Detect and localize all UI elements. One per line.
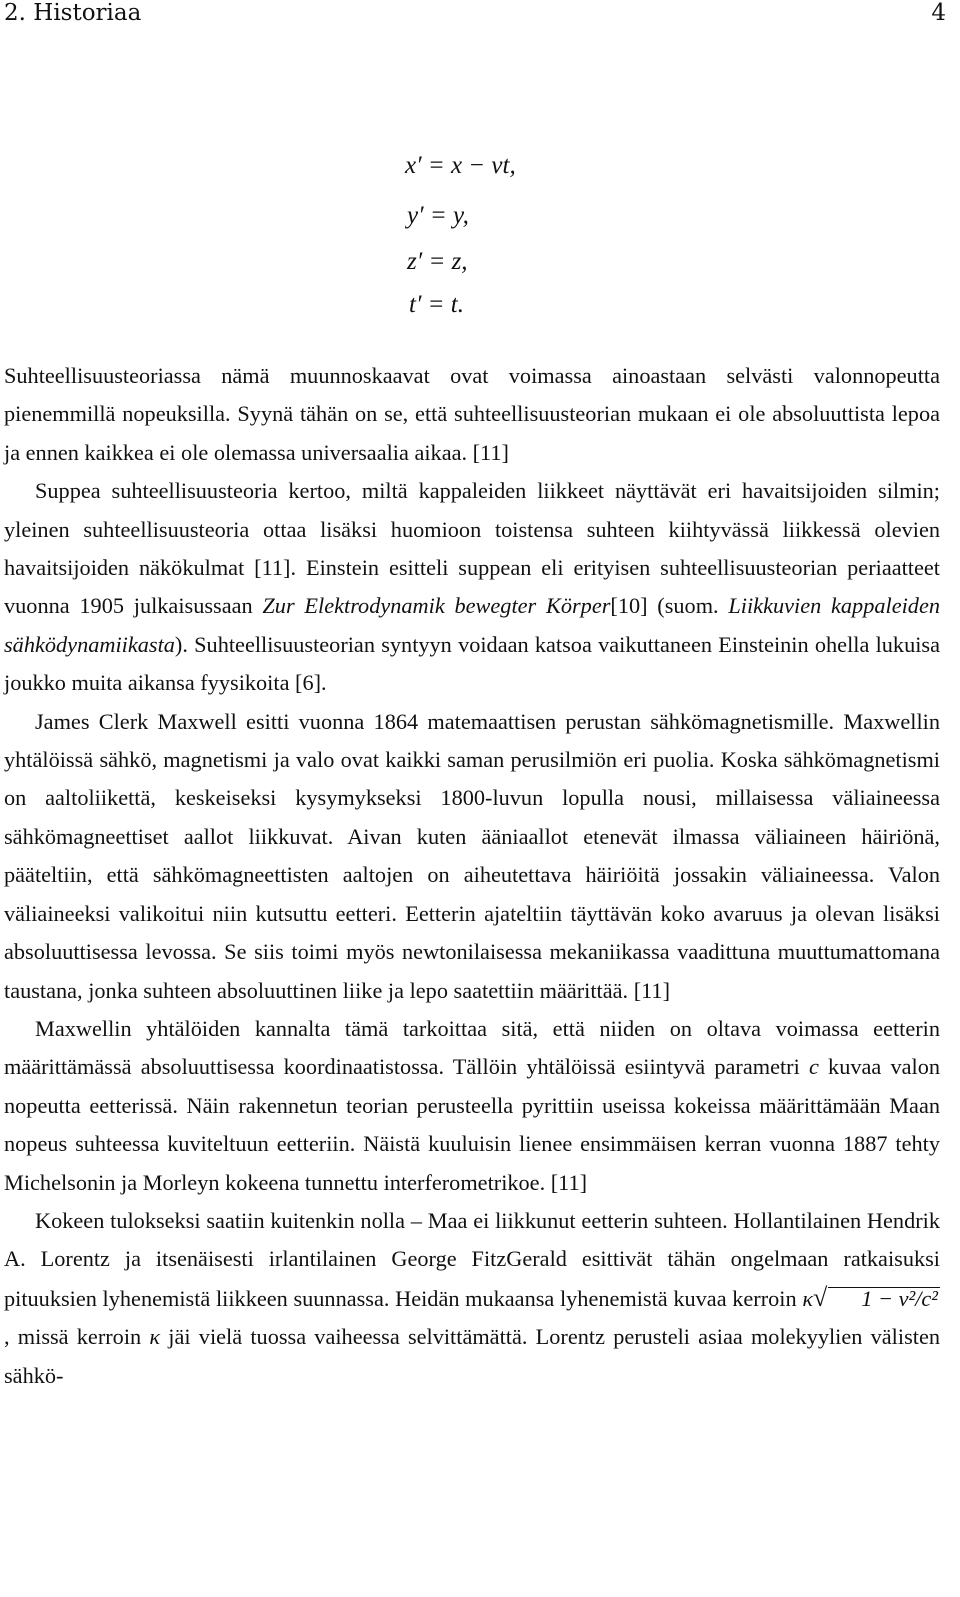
page-number: 4 [931, 0, 946, 26]
paragraph: Suhteellisuusteoriassa nämä muunnoskaavat ovat voimassa ainoastaan selvästi valonnopeutta pienemmillä nopeuksilla. Syynä tähän on se, että suhteellisuusteorian mukaan ei ole absoluuttista lepoa ja ennen kaikkea ei ole olemassa universaalia aikaa. [11] [4, 363, 940, 465]
section-title: 2. Historiaa [4, 0, 142, 26]
math-symbol: κ [149, 1324, 161, 1350]
math-symbol: c [808, 1054, 819, 1080]
page-header [4, 0, 946, 34]
citation-title: Zur Elektrodynamik bewegter Körper [262, 593, 611, 619]
equation-line: t′ = t. [409, 291, 464, 318]
math-symbol: κ [802, 1285, 814, 1311]
equation-line: y′ = y, [407, 202, 469, 229]
sqrt-expression: 1 − v²/c² [828, 1287, 940, 1310]
body-text [4, 357, 940, 1395]
paragraph: James Clerk Maxwell esitti vuonna 1864 matemaattisen perustan sähkömagnetismille. Maxwellin yhtälöissä sähkö, magnetismi ja valo ovat kaikki saman perusilmiön eri puolia. Koska sähkömagnetismi on aaltoliikettä, keskeiseksi kysymykseksi 1800-luvun lopulla nousi, millaisessa väliaineessa sähkömagneettiset aallot liikkuvat. Aivan kuten ääniaallot etenevät ilmassa väliaineen häiriönä, pääteltiin, että sähkömagneettisten aaltojen on aiheutettava häiriöitä jossakin väliaineessa. Valon väliaineeksi valikoitui niin kutsuttu eetteri. Eetterin ajateltiin täyttävän koko avaruus ja olevan lisäksi absoluuttisessa levossa. Se siis toimi myös newtonilaisessa mekaniikassa vaadittuna muuttumattomana taustana, jonka suhteen absoluuttinen liike ja lepo saatettiin määrittää. [11] [4, 708, 940, 1003]
equation-line: x′ = x − vt, [405, 152, 516, 179]
citation-title-fi: Liikkuvien kappaleiden sähködynamiikasta [4, 593, 940, 657]
equation-line: z′ = z, [407, 248, 468, 275]
paragraph: Maxwellin yhtälöiden kannalta tämä tarkoittaa sitä, että niiden on oltava voimassa eetterin määrittämässä absoluuttisessa koordinaatistossa. Tällöin yhtälöissä esiintyvä parametri c kuvaa valon nopeutta eetterissä. Näin rakennetun teorian perusteella pyrittiin useissa kokeissa määrittämään Maan nopeus suhteessa kuviteltuun eetteriin. Näistä kuuluisin lienee ensimmäisen kerran vuonna 1887 tehty Michelsonin ja Morleyn kokeena tunnettu interferometrikoe. [11] [4, 1015, 940, 1195]
paragraph: Suppea suhteellisuusteoria kertoo, miltä kappaleiden liikkeet näyttävät eri havaitsijoiden silmin; yleinen suhteellisuusteoria ottaa lisäksi huomioon toistensa suhteen kiihtyvässä liikkessä olevien havaitsijoiden näkökulmat [11]. Einstein esitteli suppean eli erityisen suhteellisuusteorian periaatteet vuonna 1905 julkaisussaan Zur Elektrodynamik bewegter Körper[10] (suom. Liikkuvien kappaleiden sähködynamiikasta). Suhteellisuusteorian syntyyn voidaan katsoa vaikuttaneen Einsteinin ohella lukuisa joukko muita aikansa fyysikoita [6]. [4, 478, 940, 696]
paragraph: Kokeen tulokseksi saatiin kuitenkin nolla – Maa ei liikkunut eetterin suhteen. Hollantilainen Hendrik A. Lorentz ja itsenäisesti irlantilainen George FitzGerald esittivät tähän ongelmaan ratkaisuksi pituuksien lyhenemistä liikkeen suunnassa. Heidän mukaansa lyhenemistä kuvaa kerroin κ√ 1 − v²/c², missä kerroin κ jäi vielä tuossa vaiheessa selvittämättä. Lorentz perusteli asiaa molekyylien välisten sähkö- [4, 1207, 940, 1388]
